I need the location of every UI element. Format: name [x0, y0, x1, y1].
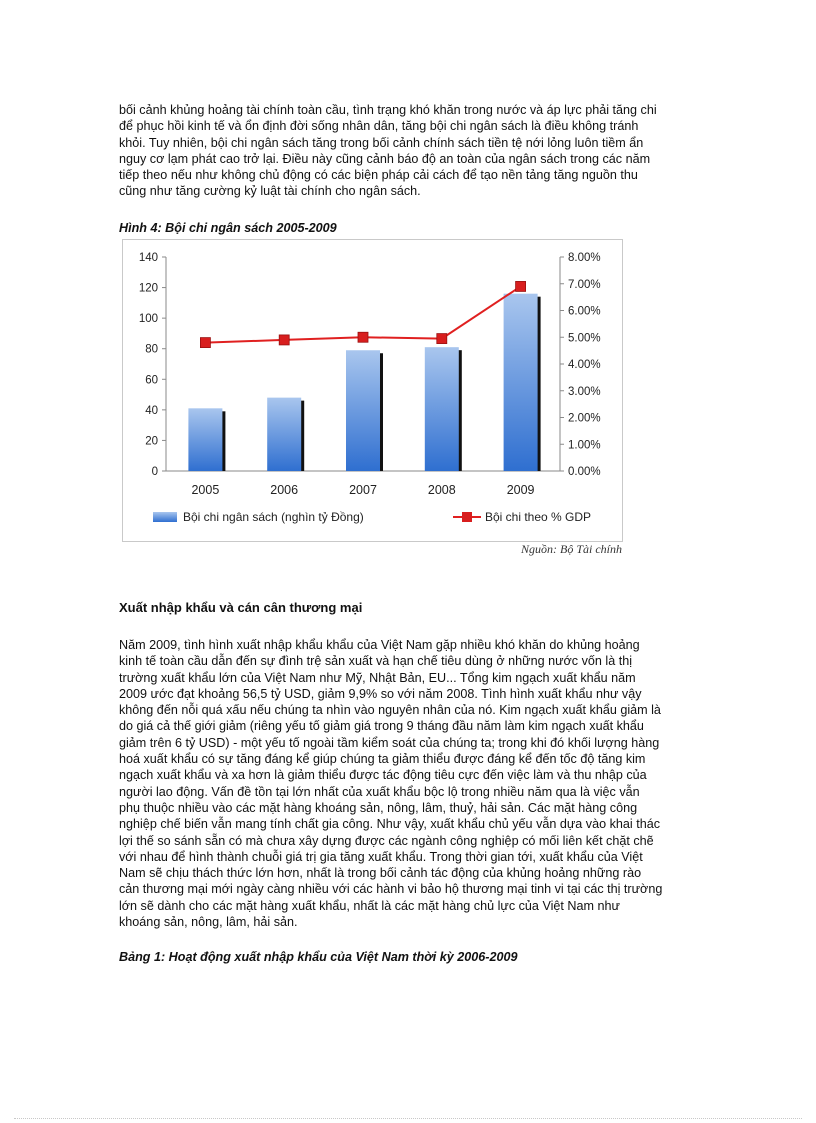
bar — [504, 294, 538, 471]
line-marker — [358, 332, 368, 342]
y2-tick-label: 8.00% — [568, 252, 601, 264]
y-tick-label: 80 — [145, 343, 158, 356]
budget-deficit-chart — [122, 239, 623, 542]
bar — [267, 398, 301, 471]
bar — [346, 350, 380, 471]
y-tick-label: 40 — [145, 404, 158, 417]
y2-tick-label: 6.00% — [568, 305, 601, 318]
y-tick-label: 120 — [138, 282, 158, 295]
y2-tick-label: 2.00% — [568, 412, 601, 425]
line-marker — [437, 334, 447, 344]
page-bottom-border — [14, 1118, 802, 1119]
y-tick-label: 60 — [145, 374, 158, 387]
y2-tick-label: 1.00% — [568, 439, 601, 452]
bar — [188, 408, 222, 471]
y2-tick-label: 3.00% — [568, 385, 601, 398]
x-tick-label: 2006 — [270, 483, 299, 497]
y2-tick-label: 7.00% — [568, 278, 601, 291]
bar — [425, 347, 459, 471]
legend-bar-swatch — [153, 512, 177, 522]
line-marker — [200, 338, 210, 348]
y-tick-label: 140 — [138, 252, 158, 264]
figure-source: Nguồn: Bộ Tài chính — [521, 542, 622, 556]
line-marker — [279, 335, 289, 345]
x-tick-label: 2009 — [506, 483, 535, 497]
y-tick-label: 0 — [151, 466, 158, 478]
y2-tick-label: 0.00% — [568, 466, 601, 478]
y2-tick-label: 5.00% — [568, 332, 601, 345]
chart-canvas — [123, 240, 622, 541]
legend-bar-label: Bội chi ngân sách (nghìn tỷ Đồng) — [183, 510, 364, 524]
x-tick-label: 2007 — [349, 483, 377, 497]
section-heading: Xuất nhập khẩu và cán cân thương mại — [119, 600, 363, 615]
y-tick-label: 100 — [138, 313, 158, 326]
table-title: Bảng 1: Hoạt động xuất nhập khẩu của Việt Nam thời kỳ 2006-2009 — [119, 950, 518, 964]
line-marker — [516, 281, 526, 291]
y-tick-label: 20 — [145, 435, 158, 448]
legend-line-marker — [462, 512, 472, 522]
intro-paragraph: bối cảnh khủng hoảng tài chính toàn cầu, tình trạng khó khăn trong nước và áp lực phải tăng chi để phục hồi kinh tế và ổn định đời sống nhân dân, tăng bội chi ngân sách là điều không tránh khỏi. Tuy nhiên, bội chi ngân sách tăng trong bối cảnh chính sách tiền tệ nới lỏng luôn tiềm ẩn nguy cơ lạm phát cao trở lại. Điều này cũng cảnh báo độ an toàn của ngân sách trong các năm tiếp theo nếu như không chủ động có các biện pháp cải cách để tạo nền tảng tăng nguồn thu cũng như tăng cường kỷ luật tài chính cho ngân sách. — [119, 103, 657, 199]
x-tick-label: 2005 — [191, 483, 220, 497]
y2-tick-label: 4.00% — [568, 359, 601, 371]
trade-paragraph: Năm 2009, tình hình xuất nhập khẩu khẩu của Việt Nam gặp nhiều khó khăn do khủng hoảng kinh tế toàn cầu dẫn đến sự đình trệ sản xuất và hạn chế tiêu dùng ở những nước vốn là thị trường xuất khẩu lớn của Việt Nam như Mỹ, Nhật Bản, EU... Tổng kim ngạch xuất khẩu năm 2009 ước đạt khoảng 56,5 tỷ USD, giảm 9,9% so với năm 2008. Tình hình xuất khẩu như vậy không đến nỗi quá xấu nếu chúng ta nhìn vào nguyên nhân của nó. Kim ngạch xuất khẩu giảm là do giá cả thế giới giảm (riêng yếu tố giảm giá trong 9 tháng đầu năm làm kim ngạch xuất khẩu giảm trên 6 tỷ USD) - một yếu tố ngoài tầm kiểm soát của chúng ta; trong khi đó khối lượng hàng hoá xuất khẩu có sự tăng đáng kể giúp chúng ta giảm thiểu được đáng kể đến tốc độ tăng kim ngạch xuất khẩu và xa hơn là giảm thiểu được tác động tiêu cực đến việc làm và thu nhập của người lao động. Vấn đề tồn tại lớn nhất của xuất khẩu bộc lộ trong nhiều năm qua là việc vẫn phụ thuộc nhiều vào các mặt hàng khoáng sản, nông, lâm, thuỷ, hải sản. Các mặt hàng công nghiệp chế biến vẫn mang tính chất gia công. Như vậy, xuất khẩu chủ yếu vẫn dựa vào khai thác lợi thế so sánh sẵn có mà chưa xây dựng được các ngành công nghiệp có mối liên kết chặt chẽ với nhau để hình thành chuỗi giá trị gia tăng xuất khẩu. Trong thời gian tới, xuất khẩu của Việt Nam sẽ chịu thách thức lớn hơn, nhất là trong bối cảnh tác động của khủng hoảng những rào cản thương mại mới ngày càng nhiều với các hành vi bảo hộ thương mại tinh vi tại các thị trường lớn sẽ dành cho các mặt hàng xuất khẩu, nhất là các mặt hàng chủ lực của Việt Nam như khoáng sản, nông, lâm, hải sản. — [119, 638, 663, 930]
figure-title: Hình 4: Bội chi ngân sách 2005-2009 — [119, 221, 337, 235]
x-tick-label: 2008 — [427, 483, 456, 497]
legend-line-label: Bội chi theo % GDP — [485, 510, 592, 524]
